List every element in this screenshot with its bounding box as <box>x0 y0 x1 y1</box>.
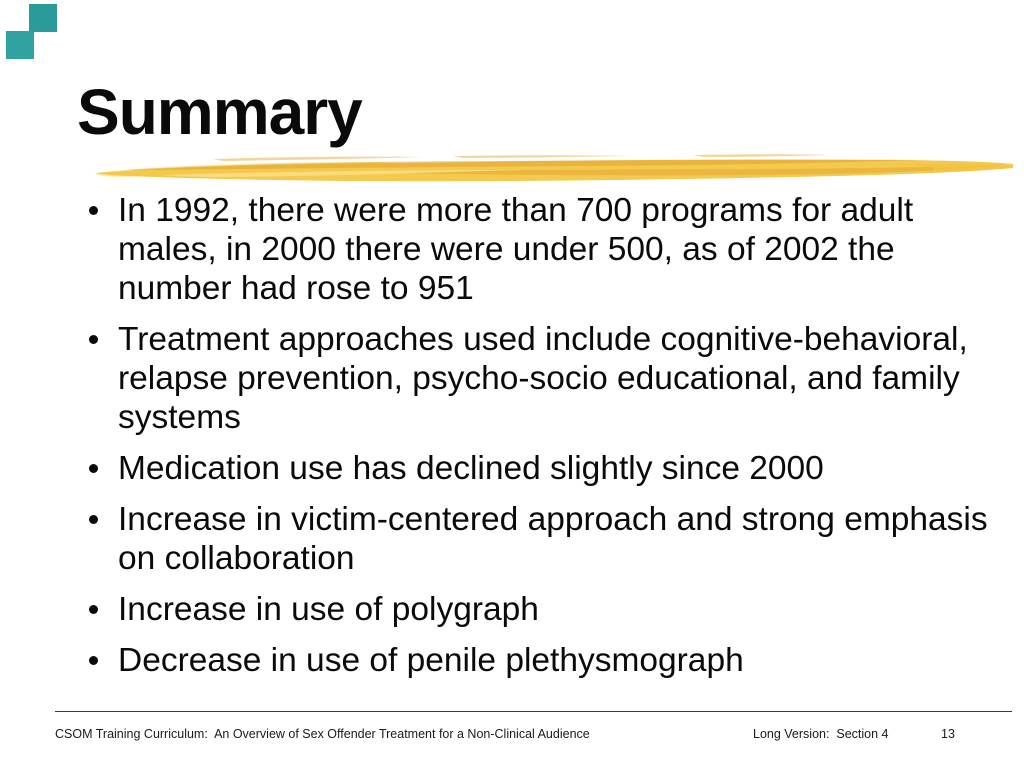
slide-title: Summary <box>77 76 362 148</box>
bullet-item: Treatment approaches used include cognitive-behavioral, relapse prevention, psycho-socio educational, and family systems <box>84 320 1002 437</box>
bullet-item: Medication use has declined slightly since 2000 <box>84 449 1002 488</box>
bullet-list <box>84 191 1004 692</box>
footer-page-number: 13 <box>941 727 955 741</box>
brush-stroke-underline <box>93 147 1015 189</box>
bullet-item: In 1992, there were more than 700 programs for adult males, in 2000 there were under 500, as of 2002 the number had rose to 951 <box>84 191 1002 308</box>
footer-section-label: Long Version: Section 4 <box>753 727 889 741</box>
bullet-item: Decrease in use of penile plethysmograph <box>84 641 1002 680</box>
footer-divider <box>55 711 1012 712</box>
bullet-item: Increase in victim-centered approach and strong emphasis on collaboration <box>84 500 1002 578</box>
decor-square-bottom <box>6 31 34 59</box>
bullet-item: Increase in use of polygraph <box>84 590 1002 629</box>
footer-curriculum-label: CSOM Training Curriculum: An Overview of Sex Offender Treatment for a Non-Clinical Audience <box>55 727 590 741</box>
decor-square-top <box>29 4 57 32</box>
